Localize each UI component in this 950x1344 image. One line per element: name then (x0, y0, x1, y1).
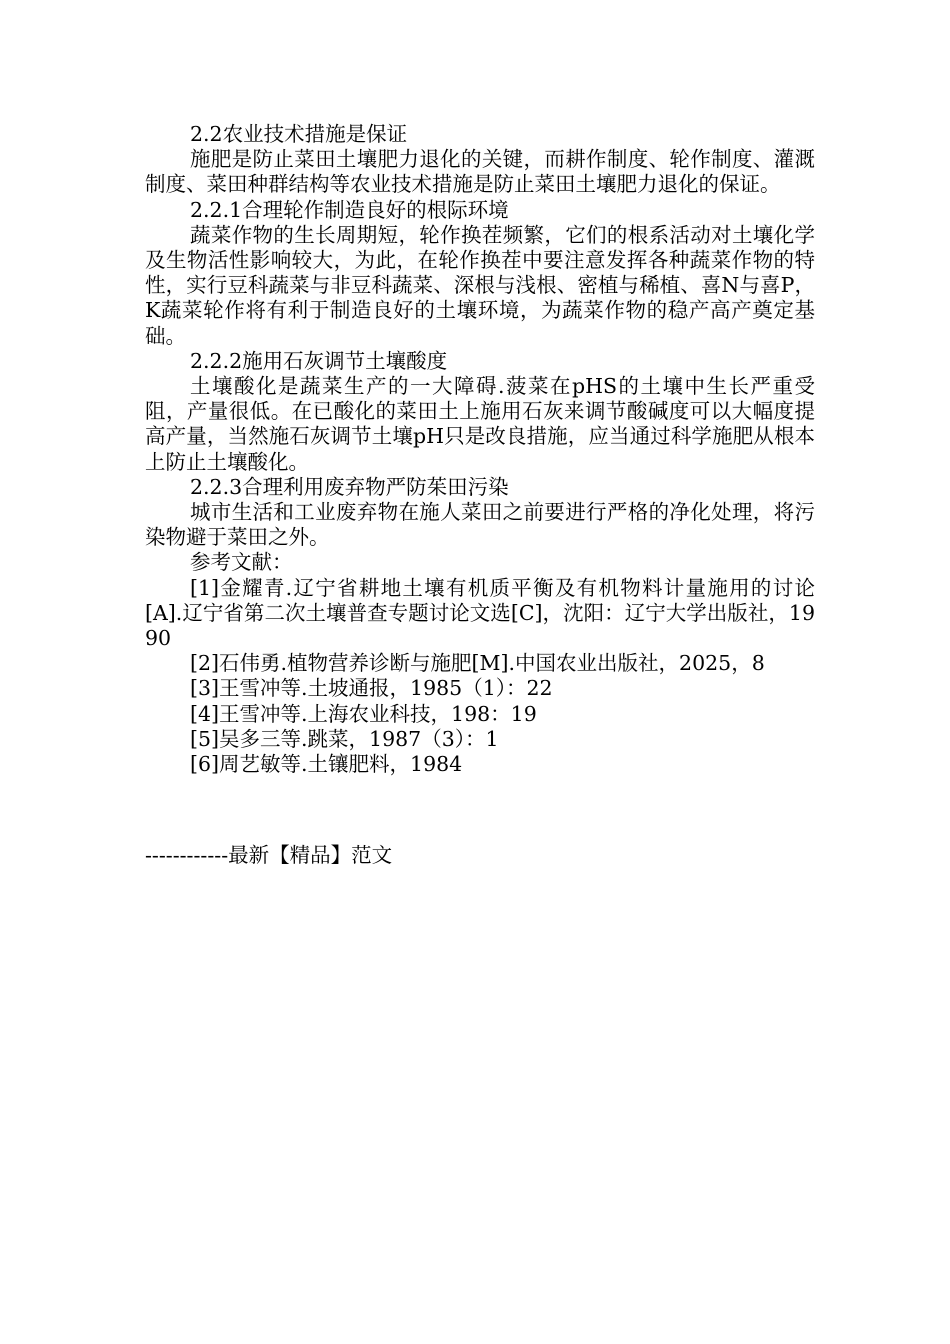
reference-item: [4]王雪冲等.上海农业科技，198：19 (190, 701, 537, 726)
footer-text: ------------最新【精品】范文 (145, 843, 393, 867)
reference-item: [2]石伟勇.植物营养诊断与施肥[M].中国农业出版社，2025，8 (190, 651, 765, 676)
reference-item: [1]金耀青.辽宁省耕地土壤有机质平衡及有机物料计量施用的讨论[A].辽宁省第二次土壤普查专题讨论文选[C]，沈阳：辽宁大学出版社，1990 (145, 575, 815, 651)
references-heading: 参考文献： (190, 550, 293, 575)
paragraph-2-2-3: 城市生活和工业废弃物在施人菜田之前要进行严格的净化处理，将污染物避于菜田之外。 (145, 500, 815, 550)
reference-item: [6]周艺敏等.土镶肥料，1984 (190, 752, 463, 777)
paragraph-2-2: 施肥是防止菜田土壤肥力退化的关键，而耕作制度、轮作制度、灌溉制度、菜田种群结构等农业技术措施是防止菜田土壤肥力退化的保证。 (145, 147, 815, 197)
section-heading-2-2-1: 2.2.1合理轮作制造良好的根际环境 (190, 197, 509, 222)
reference-item: [5]吴多三等.跳菜，1987（3）：1 (190, 726, 499, 751)
document-body (145, 122, 815, 777)
paragraph-2-2-1: 蔬菜作物的生长周期短，轮作换茬频繁，它们的根系活动对土壤化学及生物活性影响较大，为此，在轮作换茬中要注意发挥各种蔬菜作物的特性，实行豆科蔬菜与非豆科蔬菜、深根与浅根、密植与稀植、喜N与喜P，K蔬菜轮作将有利于制造良好的土壤环境，为蔬菜作物的稳产高产奠定基础。 (145, 222, 815, 348)
paragraph-2-2-2: 土壤酸化是蔬菜生产的一大障碍.菠菜在pHS的土壤中生长严重受阻，产量很低。在已酸化的菜田土上施用石灰来调节酸碱度可以大幅度提高产量，当然施石灰调节土壤pH只是改良措施，应当通过科学施肥从根本上防止土壤酸化。 (145, 374, 815, 474)
section-heading-2-2-3: 2.2.3合理利用废弃物严防茱田污染 (190, 474, 509, 499)
reference-item: [3]王雪冲等.土坡通报，1985（1）：22 (190, 676, 553, 701)
section-heading-2-2-2: 2.2.2施用石灰调节土壤酸度 (190, 348, 448, 373)
section-heading-2-2: 2.2农业技术措施是保证 (190, 122, 408, 146)
